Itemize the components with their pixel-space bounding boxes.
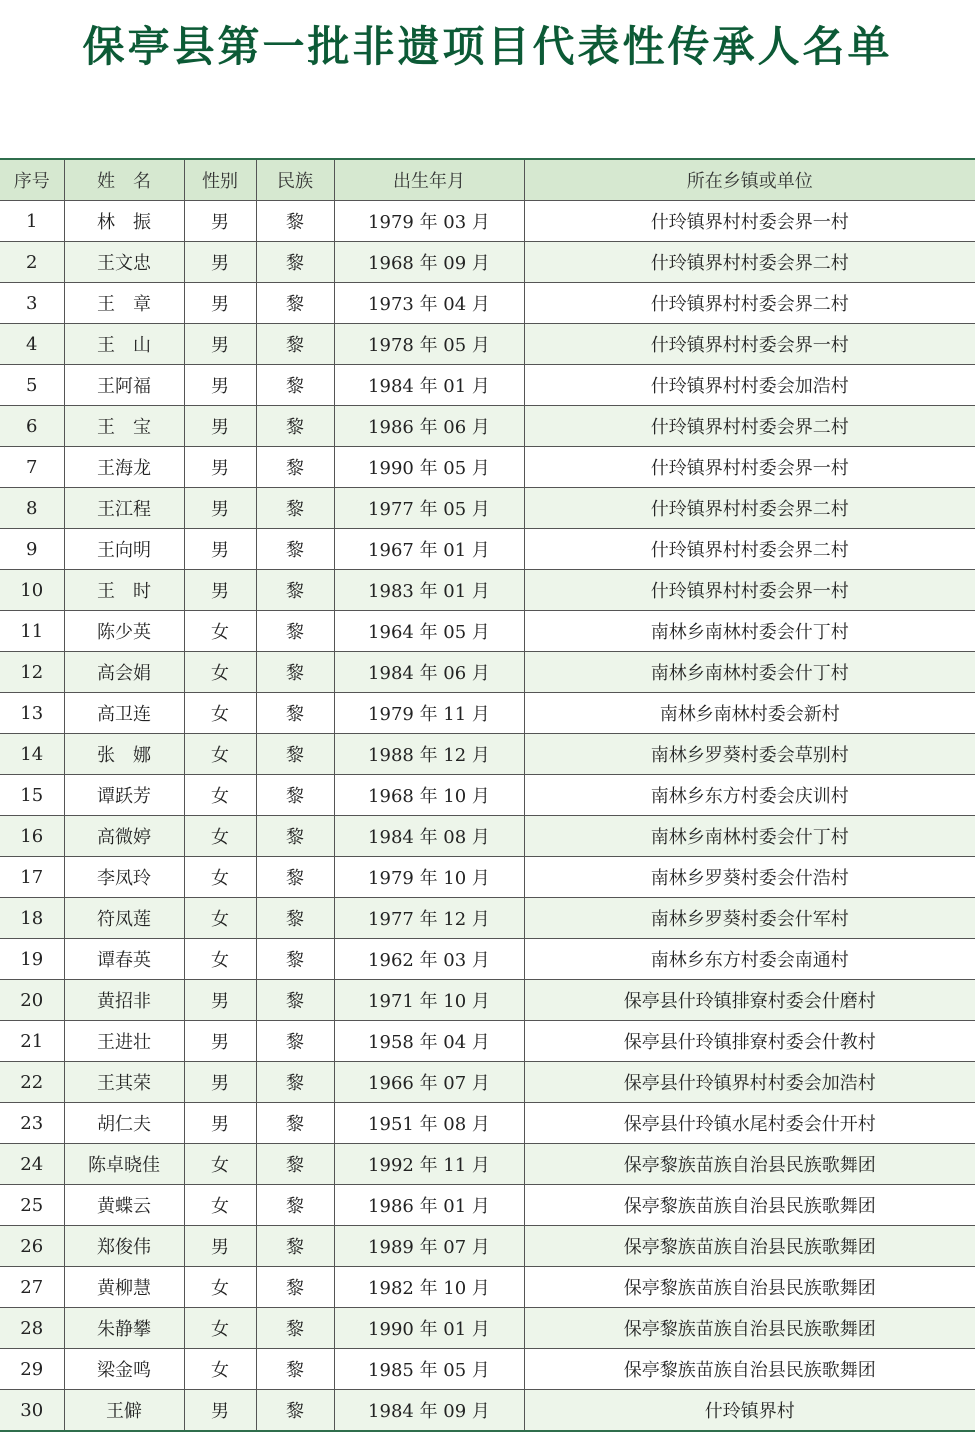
cell-unit: 什玲镇界村村委会界二村 [524,283,975,324]
cell-index: 25 [0,1185,64,1226]
cell-unit: 保亭黎族苗族自治县民族歌舞团 [524,1267,975,1308]
cell-unit: 什玲镇界村村委会界二村 [524,529,975,570]
cell-index: 21 [0,1021,64,1062]
cell-unit: 什玲镇界村村委会界一村 [524,324,975,365]
cell-ethnicity: 黎 [256,1349,334,1390]
cell-gender: 男 [184,1226,256,1267]
cell-ethnicity: 黎 [256,1267,334,1308]
cell-unit: 保亭县什玲镇水尾村委会什开村 [524,1103,975,1144]
cell-name: 王 时 [64,570,184,611]
cell-index: 13 [0,693,64,734]
cell-ethnicity: 黎 [256,365,334,406]
table-row [0,1226,975,1267]
cell-unit: 南林乡罗葵村委会草别村 [524,734,975,775]
cell-ethnicity: 黎 [256,734,334,775]
cell-name: 朱静攀 [64,1308,184,1349]
cell-birth-date: 1984 年 08 月 [334,816,524,857]
cell-unit: 什玲镇界村村委会加浩村 [524,365,975,406]
cell-unit: 保亭黎族苗族自治县民族歌舞团 [524,1308,975,1349]
cell-name: 李凤玲 [64,857,184,898]
cell-unit: 南林乡南林村委会新村 [524,693,975,734]
cell-index: 4 [0,324,64,365]
cell-ethnicity: 黎 [256,1390,334,1432]
cell-ethnicity: 黎 [256,939,334,980]
cell-index: 10 [0,570,64,611]
cell-unit: 保亭黎族苗族自治县民族歌舞团 [524,1144,975,1185]
cell-index: 29 [0,1349,64,1390]
cell-name: 高会娟 [64,652,184,693]
cell-name: 林 振 [64,201,184,242]
cell-gender: 女 [184,734,256,775]
header-row [0,159,975,201]
cell-gender: 男 [184,447,256,488]
table-row [0,611,975,652]
cell-birth-date: 1984 年 09 月 [334,1390,524,1432]
cell-ethnicity: 黎 [256,447,334,488]
cell-unit: 南林乡东方村委会南通村 [524,939,975,980]
cell-unit: 保亭县什玲镇排寮村委会什教村 [524,1021,975,1062]
table-row [0,406,975,447]
cell-gender: 男 [184,1062,256,1103]
cell-index: 20 [0,980,64,1021]
cell-unit: 南林乡南林村委会什丁村 [524,652,975,693]
header-gender: 性别 [184,159,256,201]
cell-birth-date: 1971 年 10 月 [334,980,524,1021]
cell-birth-date: 1985 年 05 月 [334,1349,524,1390]
cell-index: 22 [0,1062,64,1103]
cell-unit: 保亭黎族苗族自治县民族歌舞团 [524,1226,975,1267]
cell-unit: 什玲镇界村村委会界一村 [524,201,975,242]
cell-unit: 保亭黎族苗族自治县民族歌舞团 [524,1349,975,1390]
cell-gender: 男 [184,488,256,529]
cell-ethnicity: 黎 [256,1308,334,1349]
cell-index: 11 [0,611,64,652]
table-row [0,570,975,611]
cell-birth-date: 1984 年 06 月 [334,652,524,693]
cell-gender: 女 [184,693,256,734]
cell-index: 17 [0,857,64,898]
cell-index: 15 [0,775,64,816]
cell-unit: 什玲镇界村 [524,1390,975,1432]
cell-unit: 南林乡东方村委会庆训村 [524,775,975,816]
cell-birth-date: 1979 年 11 月 [334,693,524,734]
cell-gender: 女 [184,898,256,939]
cell-index: 9 [0,529,64,570]
cell-gender: 女 [184,857,256,898]
table-row [0,201,975,242]
table-row [0,734,975,775]
cell-index: 5 [0,365,64,406]
cell-birth-date: 1982 年 10 月 [334,1267,524,1308]
cell-ethnicity: 黎 [256,201,334,242]
cell-birth-date: 1958 年 04 月 [334,1021,524,1062]
cell-name: 陈卓晓佳 [64,1144,184,1185]
cell-index: 8 [0,488,64,529]
cell-index: 7 [0,447,64,488]
cell-index: 27 [0,1267,64,1308]
header-index: 序号 [0,159,64,201]
cell-birth-date: 1973 年 04 月 [334,283,524,324]
cell-index: 14 [0,734,64,775]
cell-name: 符凤莲 [64,898,184,939]
table-row [0,1144,975,1185]
table-header [0,159,975,201]
cell-gender: 男 [184,570,256,611]
cell-gender: 女 [184,1267,256,1308]
header-name: 姓 名 [64,159,184,201]
header-ethnicity: 民族 [256,159,334,201]
cell-birth-date: 1983 年 01 月 [334,570,524,611]
table-row [0,1185,975,1226]
cell-birth-date: 1989 年 07 月 [334,1226,524,1267]
cell-name: 张 娜 [64,734,184,775]
cell-ethnicity: 黎 [256,980,334,1021]
table-row [0,529,975,570]
cell-name: 陈少英 [64,611,184,652]
cell-birth-date: 1968 年 10 月 [334,775,524,816]
cell-gender: 女 [184,816,256,857]
cell-name: 王 宝 [64,406,184,447]
cell-birth-date: 1979 年 10 月 [334,857,524,898]
cell-ethnicity: 黎 [256,1226,334,1267]
header-unit: 所在乡镇或单位 [524,159,975,201]
cell-ethnicity: 黎 [256,775,334,816]
cell-ethnicity: 黎 [256,1103,334,1144]
cell-gender: 男 [184,1021,256,1062]
table-row [0,693,975,734]
cell-name: 黄蝶云 [64,1185,184,1226]
cell-unit: 保亭县什玲镇排寮村委会什磨村 [524,980,975,1021]
cell-gender: 男 [184,1390,256,1432]
table-row [0,488,975,529]
page-title: 保亭县第一批非遗项目代表性传承人名单 [82,22,893,71]
inheritor-table [0,158,975,1432]
cell-unit: 保亭县什玲镇界村村委会加浩村 [524,1062,975,1103]
cell-ethnicity: 黎 [256,857,334,898]
cell-birth-date: 1962 年 03 月 [334,939,524,980]
cell-birth-date: 1951 年 08 月 [334,1103,524,1144]
cell-index: 28 [0,1308,64,1349]
cell-ethnicity: 黎 [256,1021,334,1062]
cell-name: 黄柳慧 [64,1267,184,1308]
cell-gender: 男 [184,980,256,1021]
table-row [0,775,975,816]
cell-index: 19 [0,939,64,980]
cell-index: 26 [0,1226,64,1267]
cell-gender: 女 [184,1308,256,1349]
table-row [0,324,975,365]
cell-gender: 男 [184,201,256,242]
cell-unit: 什玲镇界村村委会界二村 [524,406,975,447]
cell-ethnicity: 黎 [256,1185,334,1226]
table-row [0,1308,975,1349]
cell-unit: 什玲镇界村村委会界一村 [524,447,975,488]
cell-name: 王进壮 [64,1021,184,1062]
table-row [0,1103,975,1144]
cell-name: 王向明 [64,529,184,570]
cell-name: 王阿福 [64,365,184,406]
cell-index: 12 [0,652,64,693]
cell-gender: 男 [184,283,256,324]
cell-ethnicity: 黎 [256,570,334,611]
cell-name: 王僻 [64,1390,184,1432]
cell-name: 王 山 [64,324,184,365]
table-body [0,201,975,1432]
cell-gender: 女 [184,652,256,693]
cell-ethnicity: 黎 [256,406,334,447]
cell-name: 黄招非 [64,980,184,1021]
cell-birth-date: 1977 年 12 月 [334,898,524,939]
table-row [0,242,975,283]
cell-unit: 什玲镇界村村委会界二村 [524,488,975,529]
cell-gender: 男 [184,1103,256,1144]
cell-name: 谭春英 [64,939,184,980]
cell-name: 王 章 [64,283,184,324]
cell-unit: 南林乡罗葵村委会什军村 [524,898,975,939]
cell-index: 16 [0,816,64,857]
cell-gender: 女 [184,939,256,980]
table-row [0,816,975,857]
cell-gender: 女 [184,775,256,816]
cell-name: 郑俊伟 [64,1226,184,1267]
cell-birth-date: 1967 年 01 月 [334,529,524,570]
cell-birth-date: 1979 年 03 月 [334,201,524,242]
table-row [0,283,975,324]
cell-index: 24 [0,1144,64,1185]
cell-gender: 男 [184,242,256,283]
cell-unit: 什玲镇界村村委会界一村 [524,570,975,611]
cell-ethnicity: 黎 [256,1144,334,1185]
table-row [0,365,975,406]
cell-name: 王其荣 [64,1062,184,1103]
cell-ethnicity: 黎 [256,611,334,652]
table-row [0,1062,975,1103]
cell-birth-date: 1968 年 09 月 [334,242,524,283]
table-row [0,447,975,488]
cell-birth-date: 1986 年 01 月 [334,1185,524,1226]
cell-birth-date: 1990 年 05 月 [334,447,524,488]
table-row [0,652,975,693]
cell-birth-date: 1986 年 06 月 [334,406,524,447]
table-row [0,1021,975,1062]
cell-unit: 什玲镇界村村委会界二村 [524,242,975,283]
cell-gender: 女 [184,611,256,652]
cell-birth-date: 1966 年 07 月 [334,1062,524,1103]
cell-gender: 男 [184,365,256,406]
cell-birth-date: 1977 年 05 月 [334,488,524,529]
table-row [0,1267,975,1308]
cell-ethnicity: 黎 [256,488,334,529]
cell-ethnicity: 黎 [256,529,334,570]
cell-name: 王文忠 [64,242,184,283]
cell-birth-date: 1964 年 05 月 [334,611,524,652]
cell-ethnicity: 黎 [256,242,334,283]
cell-ethnicity: 黎 [256,1062,334,1103]
cell-index: 30 [0,1390,64,1432]
cell-birth-date: 1992 年 11 月 [334,1144,524,1185]
cell-gender: 男 [184,406,256,447]
cell-index: 23 [0,1103,64,1144]
cell-gender: 女 [184,1144,256,1185]
table-row [0,980,975,1021]
cell-gender: 女 [184,1349,256,1390]
cell-gender: 男 [184,324,256,365]
cell-birth-date: 1984 年 01 月 [334,365,524,406]
cell-name: 高微婷 [64,816,184,857]
cell-name: 谭跃芳 [64,775,184,816]
cell-name: 高卫连 [64,693,184,734]
table-row [0,857,975,898]
cell-gender: 男 [184,529,256,570]
cell-unit: 保亭黎族苗族自治县民族歌舞团 [524,1185,975,1226]
cell-birth-date: 1988 年 12 月 [334,734,524,775]
cell-ethnicity: 黎 [256,324,334,365]
cell-birth-date: 1978 年 05 月 [334,324,524,365]
cell-unit: 南林乡罗葵村委会什浩村 [524,857,975,898]
cell-index: 6 [0,406,64,447]
cell-name: 王海龙 [64,447,184,488]
cell-gender: 女 [184,1185,256,1226]
cell-unit: 南林乡南林村委会什丁村 [524,816,975,857]
cell-index: 18 [0,898,64,939]
table-row [0,1390,975,1432]
cell-ethnicity: 黎 [256,693,334,734]
cell-birth-date: 1990 年 01 月 [334,1308,524,1349]
table-row [0,1349,975,1390]
cell-name: 王江程 [64,488,184,529]
cell-name: 胡仁夫 [64,1103,184,1144]
cell-ethnicity: 黎 [256,652,334,693]
cell-ethnicity: 黎 [256,816,334,857]
cell-unit: 南林乡南林村委会什丁村 [524,611,975,652]
table-row [0,898,975,939]
cell-index: 2 [0,242,64,283]
header-birth-date: 出生年月 [334,159,524,201]
cell-index: 3 [0,283,64,324]
cell-ethnicity: 黎 [256,898,334,939]
table-row [0,939,975,980]
cell-ethnicity: 黎 [256,283,334,324]
cell-name: 梁金鸣 [64,1349,184,1390]
cell-index: 1 [0,201,64,242]
